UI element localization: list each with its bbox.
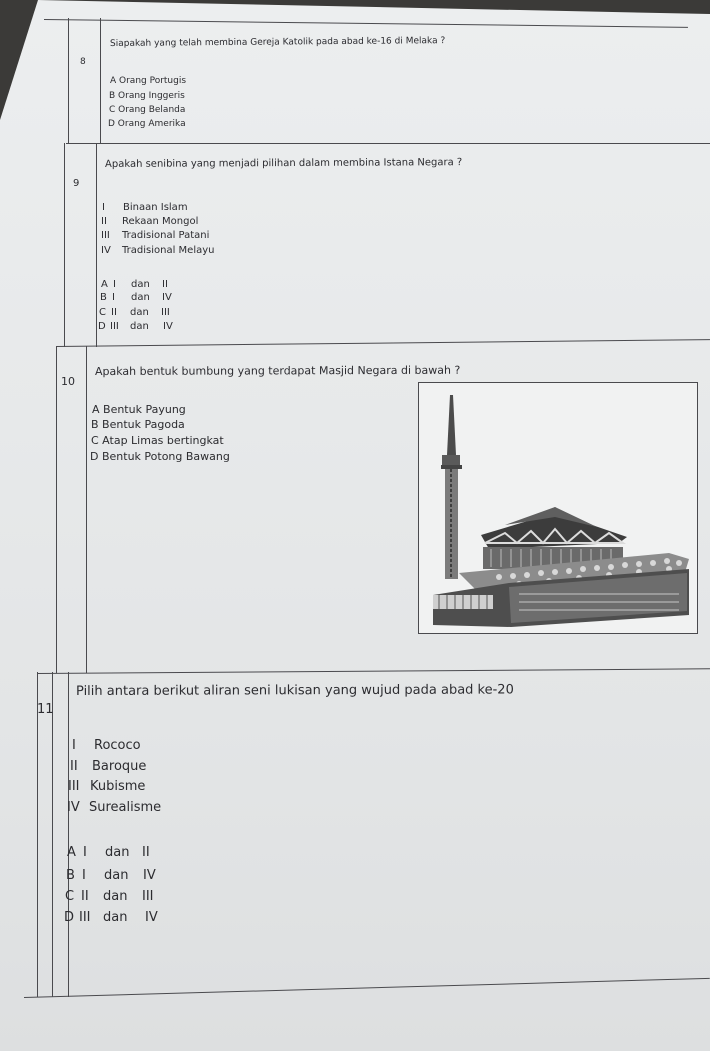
column-rule (86, 346, 87, 673)
statement-item: III Kubisme (68, 779, 146, 794)
answer-choice[interactable]: A I dan II (67, 845, 150, 860)
question-text: Apakah bentuk bumbung yang terdapat Masjid Negara di bawah ? (94, 363, 461, 378)
answer-option[interactable]: A Orang Portugis (110, 76, 187, 86)
answer-choice[interactable]: B I dan IV (66, 868, 156, 883)
statement-item: I Rococo (72, 738, 141, 753)
answer-option[interactable]: B Bentuk Pagoda (91, 418, 185, 431)
question-text: Siapakah yang telah membina Gereja Katolik pada abad ke-16 di Melaka ? (109, 36, 446, 49)
mosque-illustration (419, 383, 697, 633)
answer-choice[interactable]: D III dan IV (98, 321, 173, 332)
statement-item: IV Tradisional Melayu (101, 245, 215, 256)
column-rule (37, 672, 38, 997)
column-rule (56, 346, 57, 673)
column-rule (96, 143, 97, 347)
statement-item: III Tradisional Patani (101, 230, 210, 241)
column-rule (52, 672, 53, 997)
answer-choice[interactable]: C II dan III (65, 889, 154, 904)
answer-option[interactable]: D Bentuk Potong Bawang (90, 450, 230, 463)
question-number: 11 (37, 702, 54, 717)
question-number: 10 (61, 375, 75, 388)
statement-item: IV Surealisme (67, 800, 162, 815)
answer-option[interactable]: B Orang Inggeris (109, 91, 185, 101)
statement-item: I Binaan Islam (102, 202, 188, 213)
answer-option[interactable]: A Bentuk Payung (92, 403, 186, 416)
answer-option[interactable]: C Atap Limas bertingkat (91, 434, 224, 447)
answer-choice[interactable]: B I dan IV (100, 292, 172, 303)
column-rule (68, 672, 69, 997)
question-text: Apakah senibina yang menjadi pilihan dalam membina Istana Negara ? (104, 157, 463, 170)
statement-item: II Baroque (70, 759, 147, 774)
masjid-negara-image (418, 382, 698, 634)
column-rule (64, 143, 65, 347)
question-text: Pilih antara berikut aliran seni lukisan yang wujud pada abad ke-20 (75, 682, 514, 699)
answer-option[interactable]: C Orang Belanda (109, 105, 186, 115)
column-rule (68, 18, 69, 144)
column-rule (100, 18, 101, 144)
table-rule (66, 143, 710, 144)
answer-choice[interactable]: A I dan II (101, 279, 168, 290)
statement-item: II Rekaan Mongol (101, 216, 199, 227)
answer-option[interactable]: D Orang Amerika (108, 119, 186, 129)
question-number: 8 (80, 57, 86, 67)
question-number: 9 (73, 178, 80, 189)
answer-choice[interactable]: C II dan III (99, 307, 170, 318)
answer-choice[interactable]: D III dan IV (64, 910, 158, 925)
